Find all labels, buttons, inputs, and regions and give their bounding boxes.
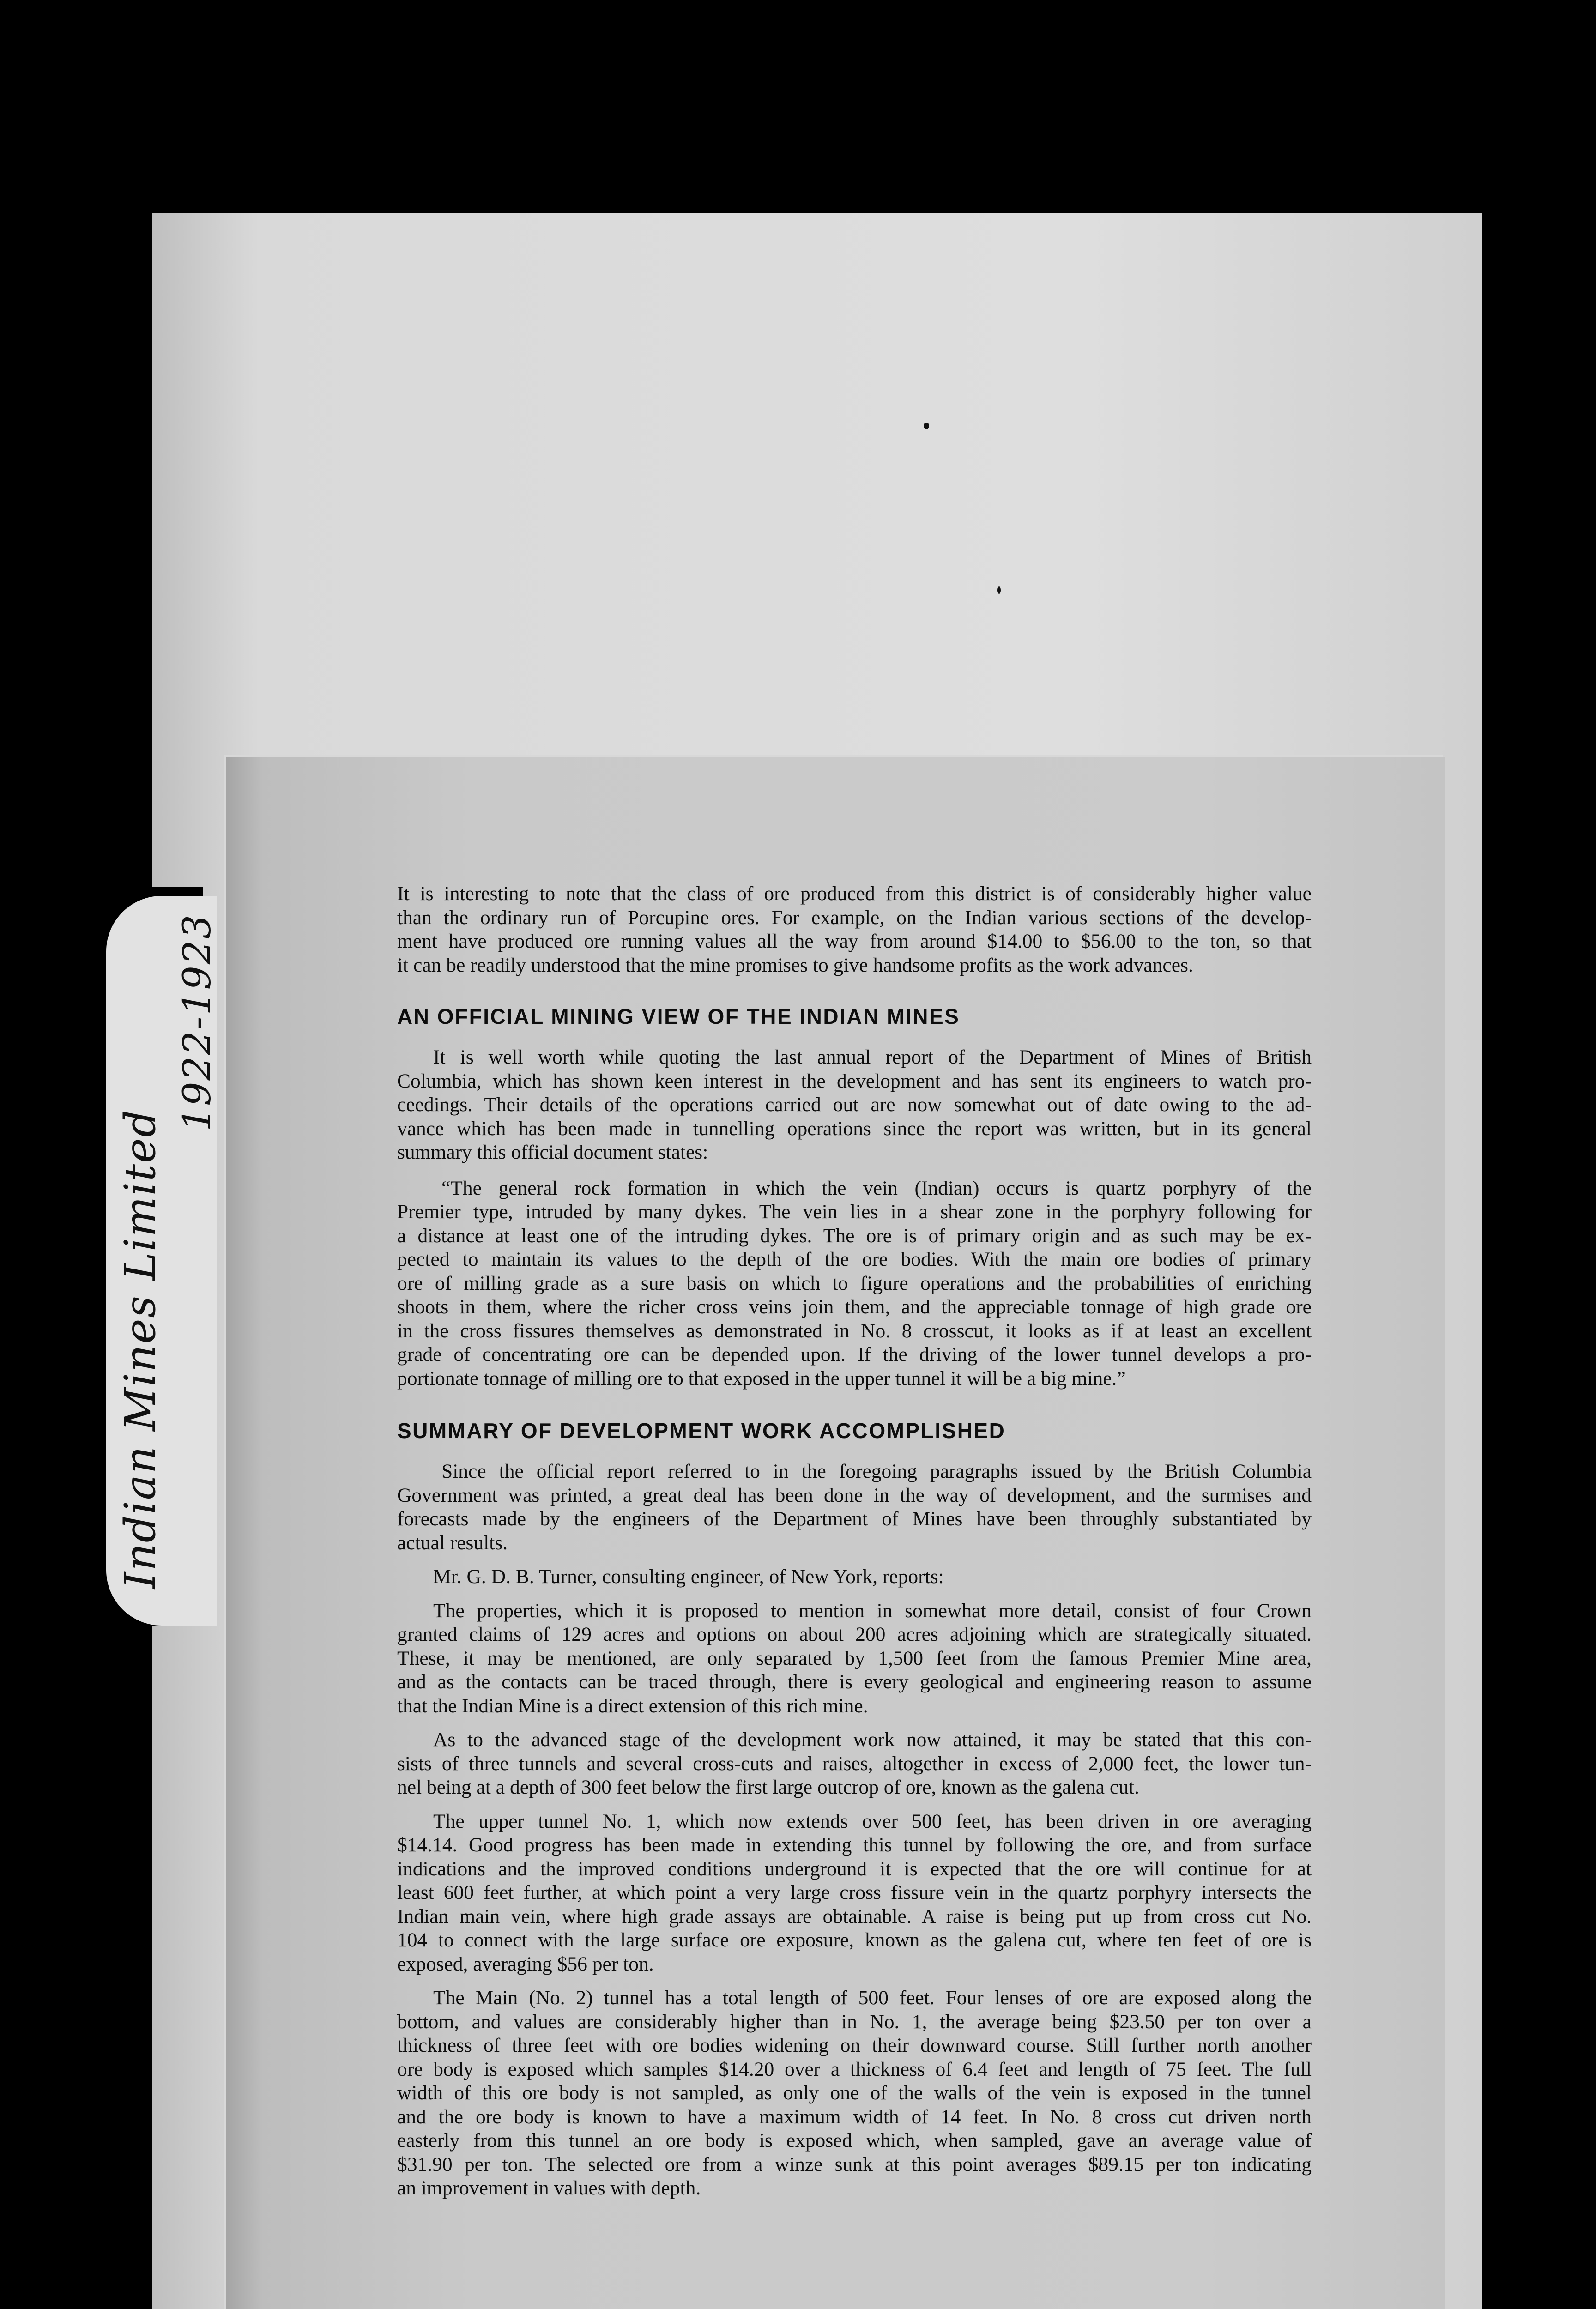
article-body xyxy=(397,882,1312,2200)
text-line: least 600 feet further, at which point a very large cross fissure vein in the quartz porphyry intersects the xyxy=(397,1881,1312,1904)
handwritten-years: 1922-1923 xyxy=(175,913,219,1131)
text-line: width of this ore body is not sampled, as only one of the walls of the vein is exposed in the tunnel xyxy=(397,2082,1312,2104)
text-line: Indian main vein, where high grade assays are obtainable. A raise is being put up from cross cut No. xyxy=(397,1905,1312,1928)
text-line: Mr. G. D. B. Turner, consulting engineer, of New York, reports: xyxy=(433,1566,944,1588)
text-line: forecasts made by the engineers of the Department of Mines have been throughly substantiated by xyxy=(397,1508,1312,1530)
text-line: in the cross fissures themselves as demonstrated in No. 8 crosscut, it looks as if at least an excellent xyxy=(397,1319,1312,1342)
text-line: easterly from this tunnel an ore body is exposed which, when sampled, gave an average value of xyxy=(397,2129,1312,2152)
advanced-stage-paragraph xyxy=(397,1728,1312,1800)
upper-tunnel-paragraph xyxy=(397,1810,1312,1977)
text-line: These, it may be mentioned, are only separated by 1,500 feet from the famous Premier Mine area, xyxy=(397,1647,1312,1669)
text-line: and the ore body is known to have a maximum width of 14 feet. In No. 8 cross cut driven north xyxy=(397,2105,1312,2128)
text-line: Since the official report referred to in the foregoing paragraphs issued by the British Columbia xyxy=(441,1460,1312,1482)
text-line: than the ordinary run of Porcupine ores. For example, on the Indian various sections of the develop- xyxy=(397,906,1312,929)
text-line: $14.14. Good progress has been made in extending this tunnel by following the ore, and from surface xyxy=(397,1834,1312,1856)
text-line: Columbia, which has shown keen interest in the development and has sent its engineers to watch pro- xyxy=(397,1070,1312,1092)
text-line: thickness of three feet with ore bodies widening on their downward course. Still further north another xyxy=(397,2034,1312,2056)
text-line: It is interesting to note that the class of ore produced from this district is of considerably higher value xyxy=(397,882,1312,905)
text-line: The properties, which it is proposed to mention in somewhat more detail, consist of four Crown xyxy=(433,1599,1312,1622)
text-line: that the Indian Mine is a direct extension of this rich mine. xyxy=(397,1694,868,1717)
speck xyxy=(998,586,1001,594)
text-line: ment have produced ore running values all the way from around $14.00 to $56.00 to the ton, so that xyxy=(397,930,1312,952)
text-line: “The general rock formation in which the vein (Indian) occurs is quartz porphyry of the xyxy=(441,1177,1312,1199)
text-line: it can be readily understood that the mine promises to give handsome profits as the work advances. xyxy=(397,954,1193,976)
text-line: an improvement in values with depth. xyxy=(397,2177,701,2199)
text-line: summary this official document states: xyxy=(397,1141,708,1163)
text-line: nel being at a depth of 300 feet below the first large outcrop of ore, known as the galena cut. xyxy=(397,1776,1139,1798)
text-line: ore body is exposed which samples $14.20 over a thickness of 6.4 feet and length of 75 feet. The full xyxy=(397,2058,1312,2080)
text-line: The Main (No. 2) tunnel has a total length of 500 feet. Four lenses of ore are exposed along the xyxy=(433,1987,1312,2009)
text-line: It is well worth while quoting the last annual report of the Department of Mines of British xyxy=(433,1046,1312,1068)
handwritten-company-name: Indian Mines Limited xyxy=(115,1109,165,1589)
text-line: Premier type, intruded by many dykes. The vein lies in a shear zone in the porphyry following for xyxy=(397,1201,1312,1223)
text-line: bottom, and values are considerably higher than in No. 1, the average being $23.50 per ton over a xyxy=(397,2010,1312,2033)
text-line: vance which has been made in tunnelling operations since the report was written, but in its general xyxy=(397,1117,1312,1140)
text-line: ore of milling grade as a sure basis on which to figure operations and the probabilities of enriching xyxy=(397,1272,1312,1294)
text-line: exposed, averaging $56 per ton. xyxy=(397,1952,654,1975)
properties-paragraph xyxy=(397,1599,1312,1718)
summary-paragraph xyxy=(397,1460,1312,1555)
text-line: sists of three tunnels and several cross-cuts and raises, altogether in excess of 2,000 feet, the lower tun- xyxy=(397,1752,1312,1775)
turner-intro xyxy=(397,1565,1312,1589)
text-line: a distance at least one of the intruding dykes. The ore is of primary origin and as such may be ex- xyxy=(397,1224,1312,1247)
text-line: $31.90 per ton. The selected ore from a winze sunk at this point averages $89.15 per ton indicating xyxy=(397,2153,1312,2176)
text-line: Government was printed, a great deal has been done in the way of development, and the surmises and xyxy=(397,1484,1312,1506)
main-tunnel-paragraph xyxy=(397,1986,1312,2200)
text-line: granted claims of 129 acres and options on about 200 acres adjoining which are strategically situated. xyxy=(397,1623,1312,1645)
text-line: 104 to connect with the large surface ore exposure, known as the galena cut, where ten feet of ore is xyxy=(397,1929,1312,1951)
text-line: shoots in them, where the richer cross veins join them, and the appreciable tonnage of high grade ore xyxy=(397,1296,1312,1318)
intro-paragraph xyxy=(397,882,1312,977)
speck xyxy=(924,423,929,429)
text-line: grade of concentrating ore can be depended upon. If the driving of the lower tunnel develops a pro- xyxy=(397,1343,1312,1366)
quoted-report xyxy=(397,1177,1312,1391)
text-line: and as the contacts can be traced through, there is every geological and engineering reason to assume xyxy=(397,1671,1312,1693)
printed-page xyxy=(226,757,1445,2309)
text-line: pected to maintain its values to the depth of the ore bodies. With the main ore bodies of primary xyxy=(397,1248,1312,1270)
text-line: indications and the improved conditions underground it is expected that the ore will continue for at xyxy=(397,1857,1312,1880)
text-line: portionate tonnage of milling ore to that exposed in the upper tunnel it will be a big mine.” xyxy=(397,1367,1126,1390)
text-line: actual results. xyxy=(397,1531,508,1554)
official-paragraph xyxy=(397,1046,1312,1165)
text-line: As to the advanced stage of the development work now attained, it may be stated that this con- xyxy=(433,1729,1312,1751)
section-heading-official-view: AN OFFICIAL MINING VIEW OF THE INDIAN MINES xyxy=(397,1004,960,1028)
section-heading-summary: SUMMARY OF DEVELOPMENT WORK ACCOMPLISHED xyxy=(397,1419,1006,1443)
text-line: The upper tunnel No. 1, which now extends over 500 feet, has been driven in ore averaging xyxy=(433,1810,1312,1832)
text-line: ceedings. Their details of the operations carried out are now somewhat out of date owing to the ad- xyxy=(397,1094,1312,1116)
